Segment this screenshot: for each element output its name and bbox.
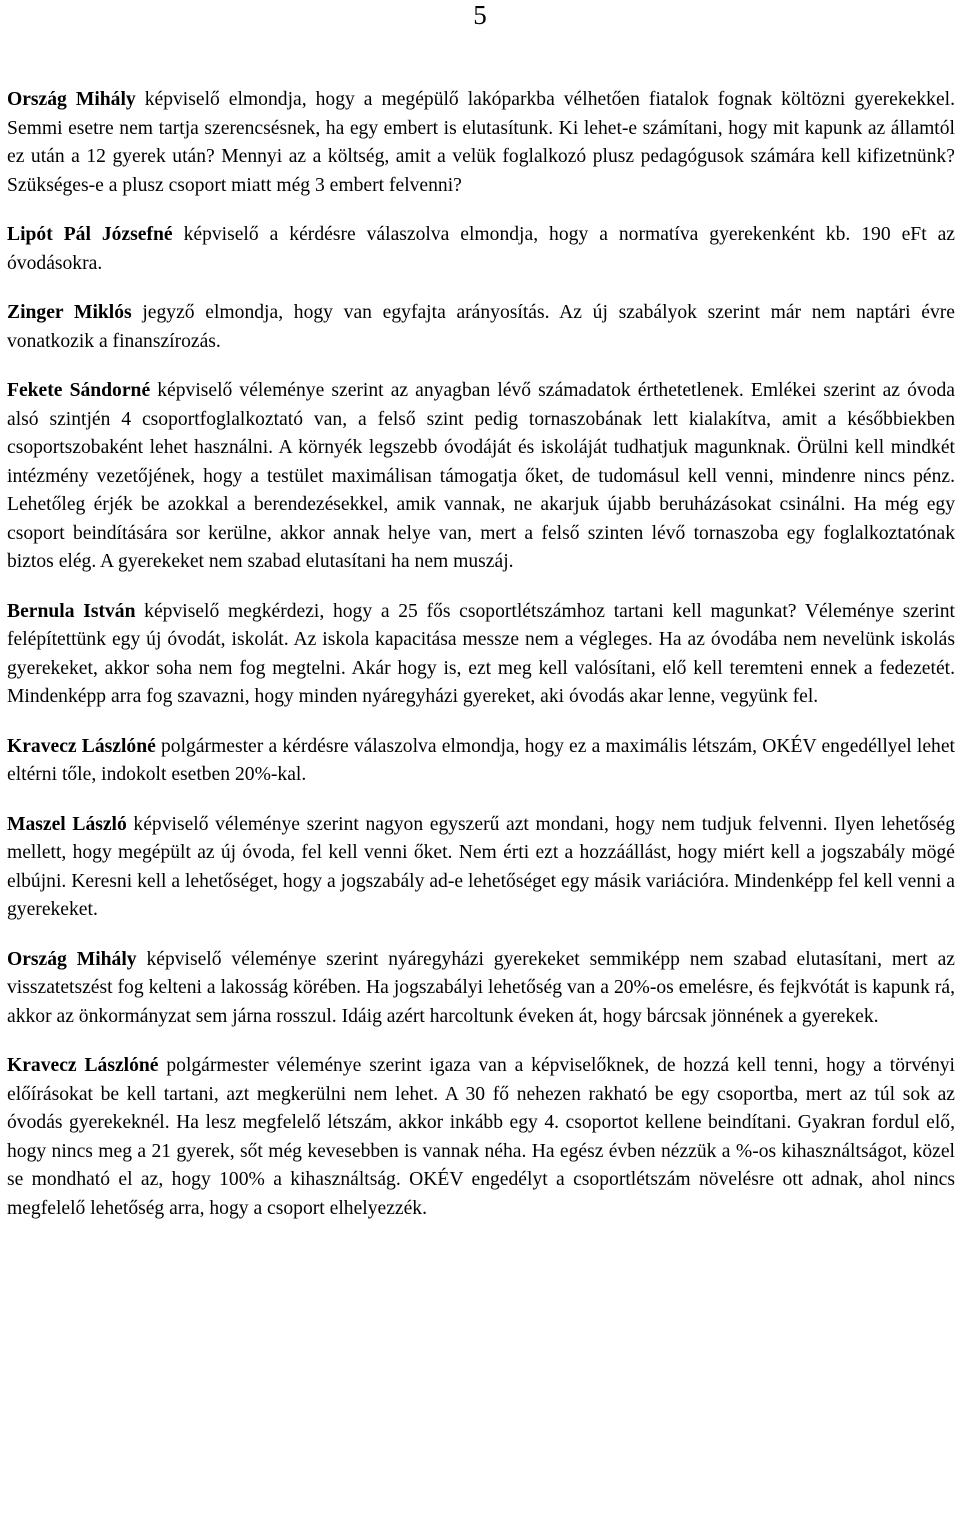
paragraph-text: képviselő a kérdésre válaszolva elmondja, hogy a normatíva gyerekenként kb. 190 eFt az óvodásokra. <box>7 224 956 274</box>
speaker-name: Ország Mihály <box>7 948 137 970</box>
paragraph <box>7 299 955 356</box>
speaker-name: Ország Mihály <box>7 89 136 110</box>
paragraph <box>7 221 955 278</box>
paragraph-text: képviselő véleménye szerint az anyagban lévő számadatok érthetetlenek. Emlékei szerint az óvoda alsó szintjén 4 csoportfoglalkoztató van, a felső szint pedig tornaszobának lett kialakítva, amit a későbbiekben csoportszobaként lehet használni. A környék legszebb óvodáját és iskoláját tudhatjuk magunknak. Örülni kell mindkét intézmény vezetőjének, hogy a testület maximálisan támogatja őket, de tudomásul kell venni, mindenre nincs pénz. Lehetőleg érjék be azokkal a berendezésekkel, amik vannak, ne akarjuk újabb beruházásokat csinálni. Ha még egy csoport beindítására sor kerülne, akkor annak helye van, mert a felső szinten lévő tornaszoba egy foglalkoztatónak biztos elég. A gyerekeket nem szabad elutasítani ha nem muszáj. <box>7 380 955 572</box>
paragraph-text: polgármester a kérdésre válaszolva elmondja, hogy ez a maximális létszám, OKÉV engedéllyel lehet eltérni tőle, indokolt esetben 20%-kal. <box>7 735 955 785</box>
document-body <box>7 86 955 1244</box>
page-number: 5 <box>473 0 487 30</box>
paragraph-text: jegyző elmondja, hogy van egyfajta arányosítás. Az új szabályok szerint már nem naptári évre vonatkozik a finanszírozás. <box>7 302 955 352</box>
paragraph-text: képviselő véleménye szerint nagyon egyszerű azt mondani, hogy nem tudjuk felvenni. Ilyen lehetőség mellett, hogy megépült az új óvoda, fel kell venni őket. Nem érti ezt a hozzáállást, hogy miért kell a jogszabály mögé elbújni. Keresni kell a lehetőséget, hogy a jogszabály ad-e lehetőséget egy másik variációra. Mindenképp fel kell venni a gyerekeket. <box>7 813 955 920</box>
paragraph <box>7 811 955 925</box>
paragraph <box>7 1052 955 1223</box>
paragraph-text: képviselő véleménye szerint nyáregyházi gyerekeket semmiképp nem szabad elutasítani, mert az visszatetszést fog kelteni a lakosság körében. Ha jogszabályi lehetőség van a 20%-os emelésre, és fejkvótát is kapunk rá, akkor az önkormányzat sem járna rosszul. Idáig azért harcoltunk éveken át, hogy bárcsak jönnének a gyerekek. <box>7 948 955 1027</box>
speaker-name: Kravecz Lászlóné <box>7 1055 159 1076</box>
paragraph <box>7 946 955 1032</box>
paragraph <box>7 377 955 577</box>
speaker-name: Maszel László <box>7 813 127 835</box>
paragraph <box>7 733 955 790</box>
speaker-name: Zinger Miklós <box>7 302 132 323</box>
speaker-name: Lipót Pál Józsefné <box>7 224 173 245</box>
speaker-name: Kravecz Lászlóné <box>7 735 156 757</box>
speaker-name: Fekete Sándorné <box>7 380 151 401</box>
paragraph-text: képviselő elmondja, hogy a megépülő lakóparkba vélhetően fiatalok fognak költözni gyerekekkel. Semmi esetre nem tartja szerencsésnek, ha egy embert is elutasítunk. Ki lehet-e számítani, hogy mit kapunk az államtól ez után a 12 gyerek után? Mennyi az a költség, amit a velük foglalkozó plusz pedagógusok számára kell kifizetnünk? Szükséges-e a plusz csoport miatt még 3 embert felvenni? <box>7 89 955 196</box>
paragraph <box>7 598 955 712</box>
paragraph-text: képviselő megkérdezi, hogy a 25 fős csoportlétszámhoz tartani kell magunkat? Véleménye szerint felépítettünk egy új óvodát, iskolát. Az iskola kapacitása messze nem a végleges. Ha az óvodába nem nevelünk iskolás gyerekeket, akkor soha nem fog megtelni. Akár hogy is, ezt meg kell valósítani, elő kell teremteni ennek a fedezetét. Mindenképp arra fog szavazni, hogy minden nyáregyházi gyereket, aki óvodás akar lenne, vegyünk fel. <box>7 600 955 707</box>
paragraph-text: polgármester véleménye szerint igaza van a képviselőknek, de hozzá kell tenni, hogy a törvényi előírásokat be kell tartani, azt megkerülni nem lehet. A 30 fő nehezen rakható be egy csoportba, mert az túl sok az óvodás gyerekeknél. Ha lesz megfelelő létszám, akkor inkább egy 4. csoportot kellene beindítani. Gyakran fordul elő, hogy nincs meg a 21 gyerek, sőt még kevesebben is vannak néha. Ha egész évben nézzük a %-os kihasználtságot, közel se mondható el az, hogy 100% a kihasználtság. OKÉV engedélyt a csoportlétszám növelésre ott adnak, ahol nincs megfelelő lehetőség arra, hogy a csoport elhelyezzék. <box>7 1055 955 1219</box>
speaker-name: Bernula István <box>7 600 136 622</box>
paragraph <box>7 86 955 200</box>
